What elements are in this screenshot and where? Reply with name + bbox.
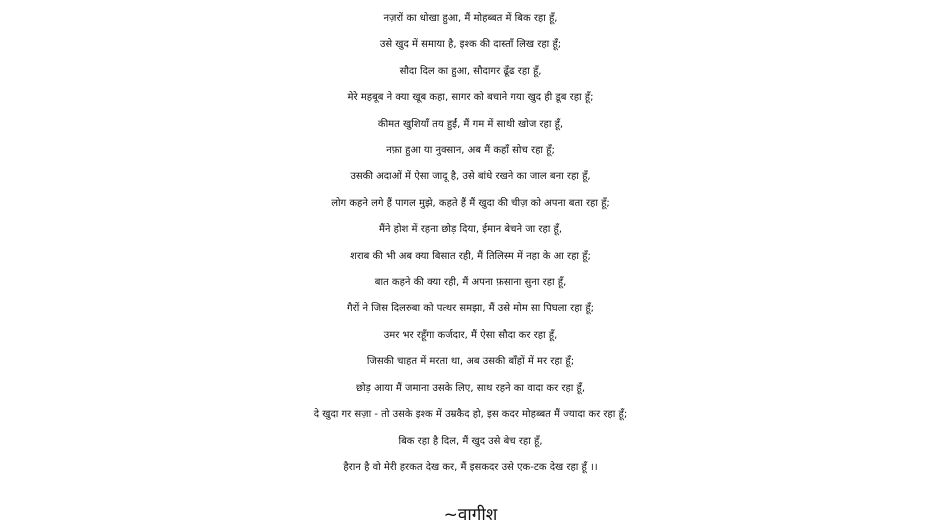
poem-line-10: शराब की भी अब क्या बिसात रही, मैं तिलिस्म में नहा के आ रहा हूँ; [350, 250, 591, 262]
poem-line-1: नज़रों का धोखा हुआ, मैं मोहब्बत में बिक रहा हूँ, [383, 13, 558, 24]
poem-line-9: मैंने होश में रहना छोड़ दिया, ईमान बेचने जा रहा हूँ, [378, 224, 563, 236]
poem-line-16: दे खुदा गर सज़ा - तो उसके इश्क में उम्रकैद हो, इस कदर मोहब्बत मैं ज्यादा कर रहा हूँ; [313, 409, 628, 421]
poem-line-15: छोड़ आया मैं जमाना उसके लिए, साथ रहने का वादा कर रहा हूँ, [355, 382, 586, 394]
poem-line-8: लोग कहने लगे हैं पागल मुझे, कहते हैं मैं खुदा की चीज़ को अपना बता रहा हूँ; [331, 197, 610, 209]
poem-line-11: बात कहने की क्या रही, मैं अपना फ़साना सुना रहा हूँ, [374, 277, 567, 289]
poem-line-3: सौदा दिल का हुआ, सौदागर ढूँढ रहा हूँ, [399, 65, 542, 77]
poem-line-17: बिक रहा है दिल, मैं खुद उसे बेच रहा हूँ, [398, 435, 543, 447]
poem-line-4: मेरे महबूब ने क्या खूब कहा, सागर को बचाने गया खुद ही डूब रहा हूँ; [347, 92, 594, 104]
poem-line-18: हैरान है वो मेरी हरकत देख कर, मैं इसकदर उसे एक-टक देख रहा हूँ ।। [343, 461, 598, 473]
poem-line-7: उसकी अदाओं में ऐसा जादू है, उसे बांधे रखने का जाल बना रहा हूँ, [350, 171, 591, 183]
poem-line-2: उसे खुद में समाया है, इश्क की दास्ताँ लिख रहा हूँ; [379, 39, 562, 51]
poem-author: ~वागीश [443, 505, 498, 526]
poem-line-14: जिसकी चाहत में मरता था, अब उसकी बाँहों में मर रहा हूँ; [366, 356, 575, 368]
poem-line-12: गैरों ने जिस दिलरुबा को पत्थर समझा, मैं उसे मोम सा पिघला रहा हूँ; [346, 303, 595, 315]
poem [0, 6, 941, 528]
poem-line-13: उमर भर रहूँगा कर्जदार, मैं ऐसा सौदा कर रहा हूँ, [383, 329, 558, 341]
poem-line-6: नफ़ा हुआ या नुक्सान, अब मैं कहाँ सोच रहा हूँ; [386, 145, 555, 157]
poem-line-5: कीमत खुशियाँ तय हुईं, मैं गम में साथी खोज रहा हूँ, [377, 118, 564, 130]
